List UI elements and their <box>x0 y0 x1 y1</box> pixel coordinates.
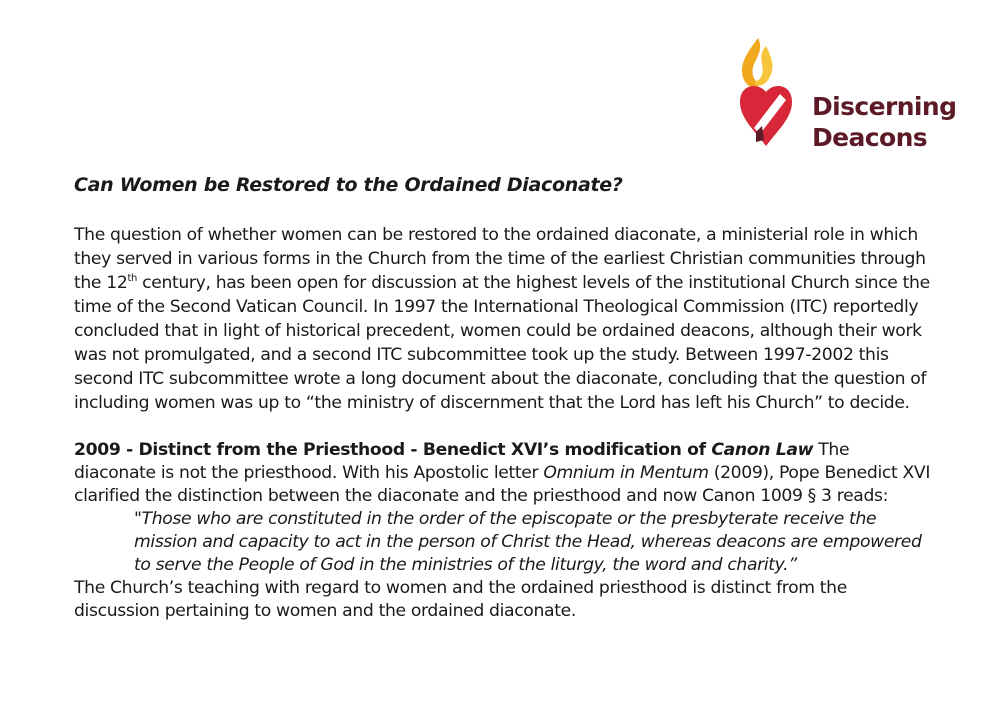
logo-wordmark <box>812 91 956 153</box>
canon-quote: "Those who are constituted in the order of the episcopate or the presbyterate receive the mission and capacity to act in the person of Christ the Head, whereas deacons are empowered to serve the People of God in the ministries of the liturgy, the word and charity.” <box>134 509 922 575</box>
discerning-deacons-logo <box>736 36 960 154</box>
section-2009-text-2: (2009), Pope Benedict XVI clarified the distinction between the diaconate and the priesthood and now Canon 1009 § 3 reads: <box>74 463 931 506</box>
closing-paragraph: The Church’s teaching with regard to women and the ordained priesthood is distinct from the discussion pertaining to women and the ordained diaconate. <box>74 578 847 621</box>
page-title: Can Women be Restored to the Ordained Diaconate? <box>74 174 623 196</box>
section-2009-paragraph <box>74 439 934 508</box>
section-2009-heading-italic: Canon Law <box>711 440 814 460</box>
section-2009-letter-title: Omnium in Mentum <box>543 463 709 483</box>
section-2009-heading: 2009 - Distinct from the Priesthood - Benedict XVI’s modification of <box>74 440 712 460</box>
section-2009-text-1: The diaconate is not the priesthood. With his Apostolic letter <box>74 440 850 483</box>
intro-text-part2: century, has been open for discussion at the highest levels of the institutional Church since the time of the Second Vatican Council. In 1997 the International Theological Commission (ITC) reportedly concluded that in light of historical precedent, women could be ordained deacons, although their work was not promulgated, and a second ITC subcommittee took up the study. Between 1997-2002 this second ITC subcommittee wrote a long document about the diaconate, concluding that the question of including women was up to “the ministry of discernment that the Lord has left his Church” to decide. <box>74 273 930 413</box>
logo-line-2: Deacons <box>812 123 928 152</box>
ordinal-superscript: th <box>127 273 138 284</box>
logo-line-1: Discerning <box>812 92 957 121</box>
document-body <box>74 172 934 623</box>
intro-text-part1: The question of whether women can be restored to the ordained diaconate, a ministerial role in which they served in various forms in the Church from the time of the earliest Christian communities through the 12 <box>74 225 926 293</box>
intro-paragraph <box>74 223 934 415</box>
flame-heart-logo-icon <box>736 36 798 154</box>
